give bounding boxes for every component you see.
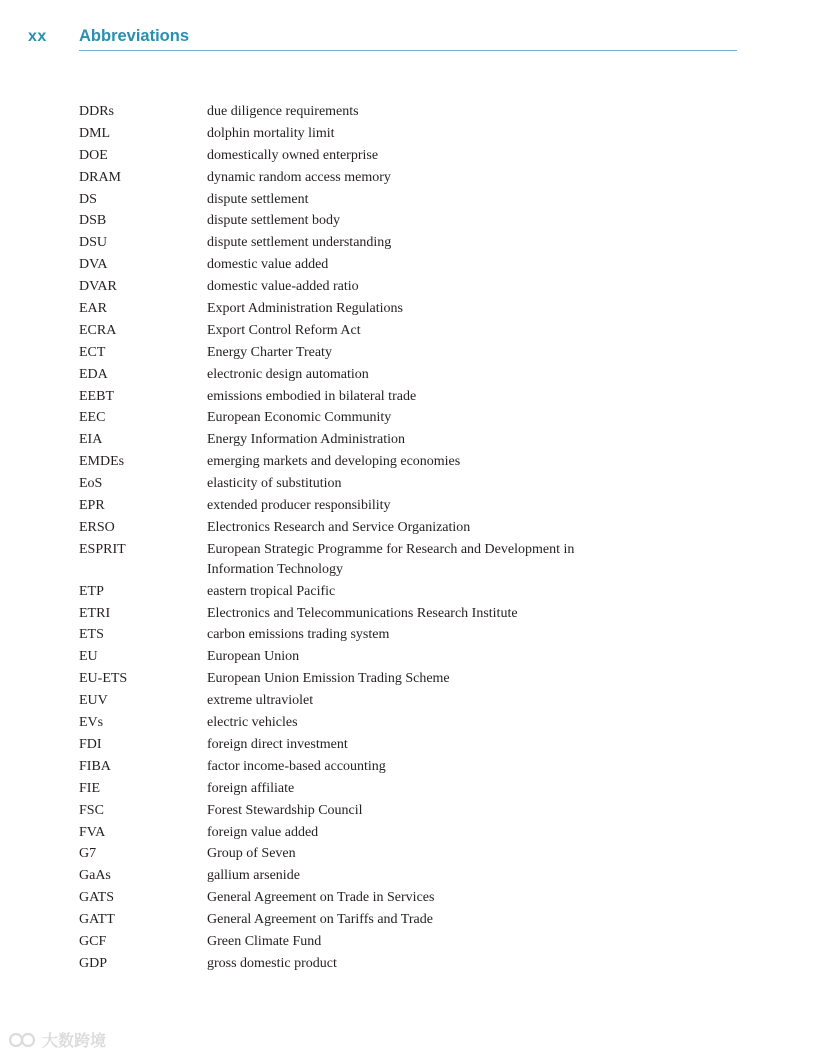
abbreviation-term: EMDEs	[79, 454, 125, 470]
abbreviation-row	[79, 625, 639, 645]
abbreviation-definition: Export Control Reform Act	[207, 322, 361, 338]
abbreviation-term: EU	[79, 649, 98, 665]
abbreviation-definition: electronic design automation	[207, 366, 369, 382]
page-number: xx	[28, 28, 47, 45]
abbreviation-list	[79, 102, 639, 976]
abbreviation-definition: domestic value-added ratio	[207, 279, 359, 295]
abbreviation-term: EoS	[79, 476, 103, 492]
running-head-title: Abbreviations	[79, 27, 190, 45]
abbreviation-definition: dolphin mortality limit	[207, 125, 335, 141]
abbreviation-term: DVAR	[79, 279, 117, 295]
abbreviation-definition: extended producer responsibility	[207, 498, 391, 514]
abbreviation-definition: carbon emissions trading system	[207, 627, 390, 643]
abbreviation-row	[79, 408, 639, 428]
abbreviation-term: GATT	[79, 912, 115, 928]
abbreviation-definition: gross domestic product	[207, 955, 337, 971]
watermark-logo-icon	[8, 1031, 38, 1049]
abbreviation-term: DOE	[79, 147, 108, 163]
abbreviation-definition: dispute settlement body	[207, 213, 340, 229]
abbreviation-term: EUV	[79, 693, 108, 709]
watermark	[8, 1028, 106, 1051]
abbreviation-definition: European Union	[207, 649, 300, 665]
abbreviation-definition: foreign direct investment	[207, 736, 348, 752]
header-rule	[79, 50, 737, 51]
abbreviation-term: GCF	[79, 933, 107, 949]
abbreviation-term: EEC	[79, 410, 106, 426]
abbreviation-row	[79, 211, 639, 231]
abbreviation-row	[79, 474, 639, 494]
abbreviation-term: EAR	[79, 301, 107, 317]
abbreviation-row	[79, 496, 639, 516]
abbreviation-term: GaAs	[79, 868, 111, 884]
abbreviation-term: ETS	[79, 627, 104, 643]
abbreviation-definition: due diligence requirements	[207, 104, 359, 119]
abbreviation-term: FVA	[79, 824, 106, 840]
abbreviation-definition: dispute settlement understanding	[207, 235, 392, 251]
abbreviation-term: DRAM	[79, 169, 122, 185]
abbreviation-definition: General Agreement on Trade in Services	[207, 890, 435, 906]
abbreviation-definition: Export Administration Regulations	[207, 301, 403, 317]
abbreviation-term: ECRA	[79, 322, 117, 338]
abbreviation-row	[79, 735, 639, 755]
abbreviation-definition: General Agreement on Tariffs and Trade	[207, 912, 433, 928]
abbreviation-row	[79, 779, 639, 799]
abbreviation-definition: Energy Information Administration	[207, 432, 406, 448]
abbreviation-definition: dispute settlement	[207, 191, 309, 207]
abbreviation-definition: foreign value added	[207, 824, 319, 840]
abbreviation-term: DSB	[79, 213, 107, 229]
abbreviation-term: DML	[79, 125, 111, 141]
abbreviation-row	[79, 801, 639, 821]
abbreviation-term: ETRI	[79, 605, 111, 621]
abbreviation-definition: electric vehicles	[207, 715, 298, 731]
abbreviation-term: DS	[79, 191, 97, 207]
abbreviation-term: GDP	[79, 955, 108, 971]
abbreviation-definition: domestically owned enterprise	[207, 147, 379, 163]
abbreviation-term: ESPRIT	[79, 541, 126, 557]
abbreviation-definition: European Union Emission Trading Scheme	[207, 671, 450, 687]
abbreviation-definition: European Strategic Programme for Research and Development in Information Technology	[207, 541, 575, 577]
abbreviation-term: G7	[79, 846, 97, 862]
abbreviation-term: FDI	[79, 736, 102, 752]
abbreviation-row	[79, 321, 639, 341]
abbreviation-definition: emerging markets and developing economies	[207, 454, 461, 470]
abbreviation-term: FSC	[79, 802, 104, 818]
abbreviation-definition: extreme ultraviolet	[207, 693, 314, 709]
abbreviation-row	[79, 757, 639, 777]
abbreviation-row	[79, 647, 639, 667]
abbreviation-term: EPR	[79, 498, 105, 514]
abbreviation-row	[79, 691, 639, 711]
abbreviation-row	[79, 582, 639, 602]
abbreviation-row	[79, 387, 639, 407]
abbreviation-row	[79, 954, 639, 974]
abbreviation-term: FIBA	[79, 758, 111, 774]
abbreviation-row	[79, 713, 639, 733]
abbreviation-row	[79, 277, 639, 297]
abbreviation-row	[79, 102, 639, 122]
abbreviation-row	[79, 299, 639, 319]
abbreviation-row	[79, 604, 639, 624]
abbreviation-row	[79, 669, 639, 689]
abbreviation-definition: European Economic Community	[207, 410, 392, 426]
abbreviation-definition: Electronics Research and Service Organization	[207, 519, 471, 535]
abbreviation-term: FIE	[79, 780, 100, 796]
abbreviation-term: DDRs	[79, 104, 115, 119]
abbreviation-row	[79, 866, 639, 886]
abbreviation-definition: Electronics and Telecommunications Research Institute	[207, 605, 518, 621]
abbreviation-row	[79, 540, 639, 580]
abbreviation-term: ETP	[79, 583, 104, 599]
abbreviation-term: ERSO	[79, 519, 115, 535]
abbreviation-definition: gallium arsenide	[207, 868, 300, 884]
abbreviation-definition: Group of Seven	[207, 846, 296, 862]
abbreviation-row	[79, 190, 639, 210]
abbreviation-row	[79, 365, 639, 385]
abbreviation-definition: eastern tropical Pacific	[207, 583, 336, 599]
abbreviation-definition: Green Climate Fund	[207, 933, 322, 949]
abbreviation-term: EIA	[79, 432, 103, 448]
abbreviation-row	[79, 343, 639, 363]
abbreviation-definition: dynamic random access memory	[207, 169, 391, 185]
abbreviation-row	[79, 823, 639, 843]
abbreviation-row	[79, 452, 639, 472]
abbreviation-definition: foreign affiliate	[207, 780, 295, 796]
abbreviation-row	[79, 255, 639, 275]
watermark-text: 大数跨境	[42, 1031, 107, 1050]
abbreviation-row	[79, 844, 639, 864]
abbreviation-term: ECT	[79, 344, 106, 360]
abbreviation-term: EDA	[79, 366, 108, 382]
abbreviation-term: DSU	[79, 235, 108, 251]
abbreviation-row	[79, 430, 639, 450]
abbreviation-term: GATS	[79, 890, 115, 906]
abbreviation-row	[79, 146, 639, 166]
abbreviation-row	[79, 910, 639, 930]
abbreviation-row	[79, 518, 639, 538]
abbreviation-definition: emissions embodied in bilateral trade	[207, 388, 417, 404]
abbreviation-row	[79, 932, 639, 952]
abbreviation-row	[79, 168, 639, 188]
abbreviation-term: EVs	[79, 715, 104, 731]
abbreviation-row	[79, 888, 639, 908]
abbreviation-term: EU-ETS	[79, 671, 128, 687]
abbreviation-definition: domestic value added	[207, 257, 329, 273]
abbreviation-definition: factor income-based accounting	[207, 758, 386, 774]
abbreviation-row	[79, 233, 639, 253]
abbreviation-term: DVA	[79, 257, 108, 273]
abbreviation-definition: Forest Stewardship Council	[207, 802, 363, 818]
abbreviation-row	[79, 124, 639, 144]
abbreviation-definition: elasticity of substitution	[207, 476, 342, 492]
abbreviation-definition: Energy Charter Treaty	[207, 344, 332, 360]
abbreviation-term: EEBT	[79, 388, 114, 404]
